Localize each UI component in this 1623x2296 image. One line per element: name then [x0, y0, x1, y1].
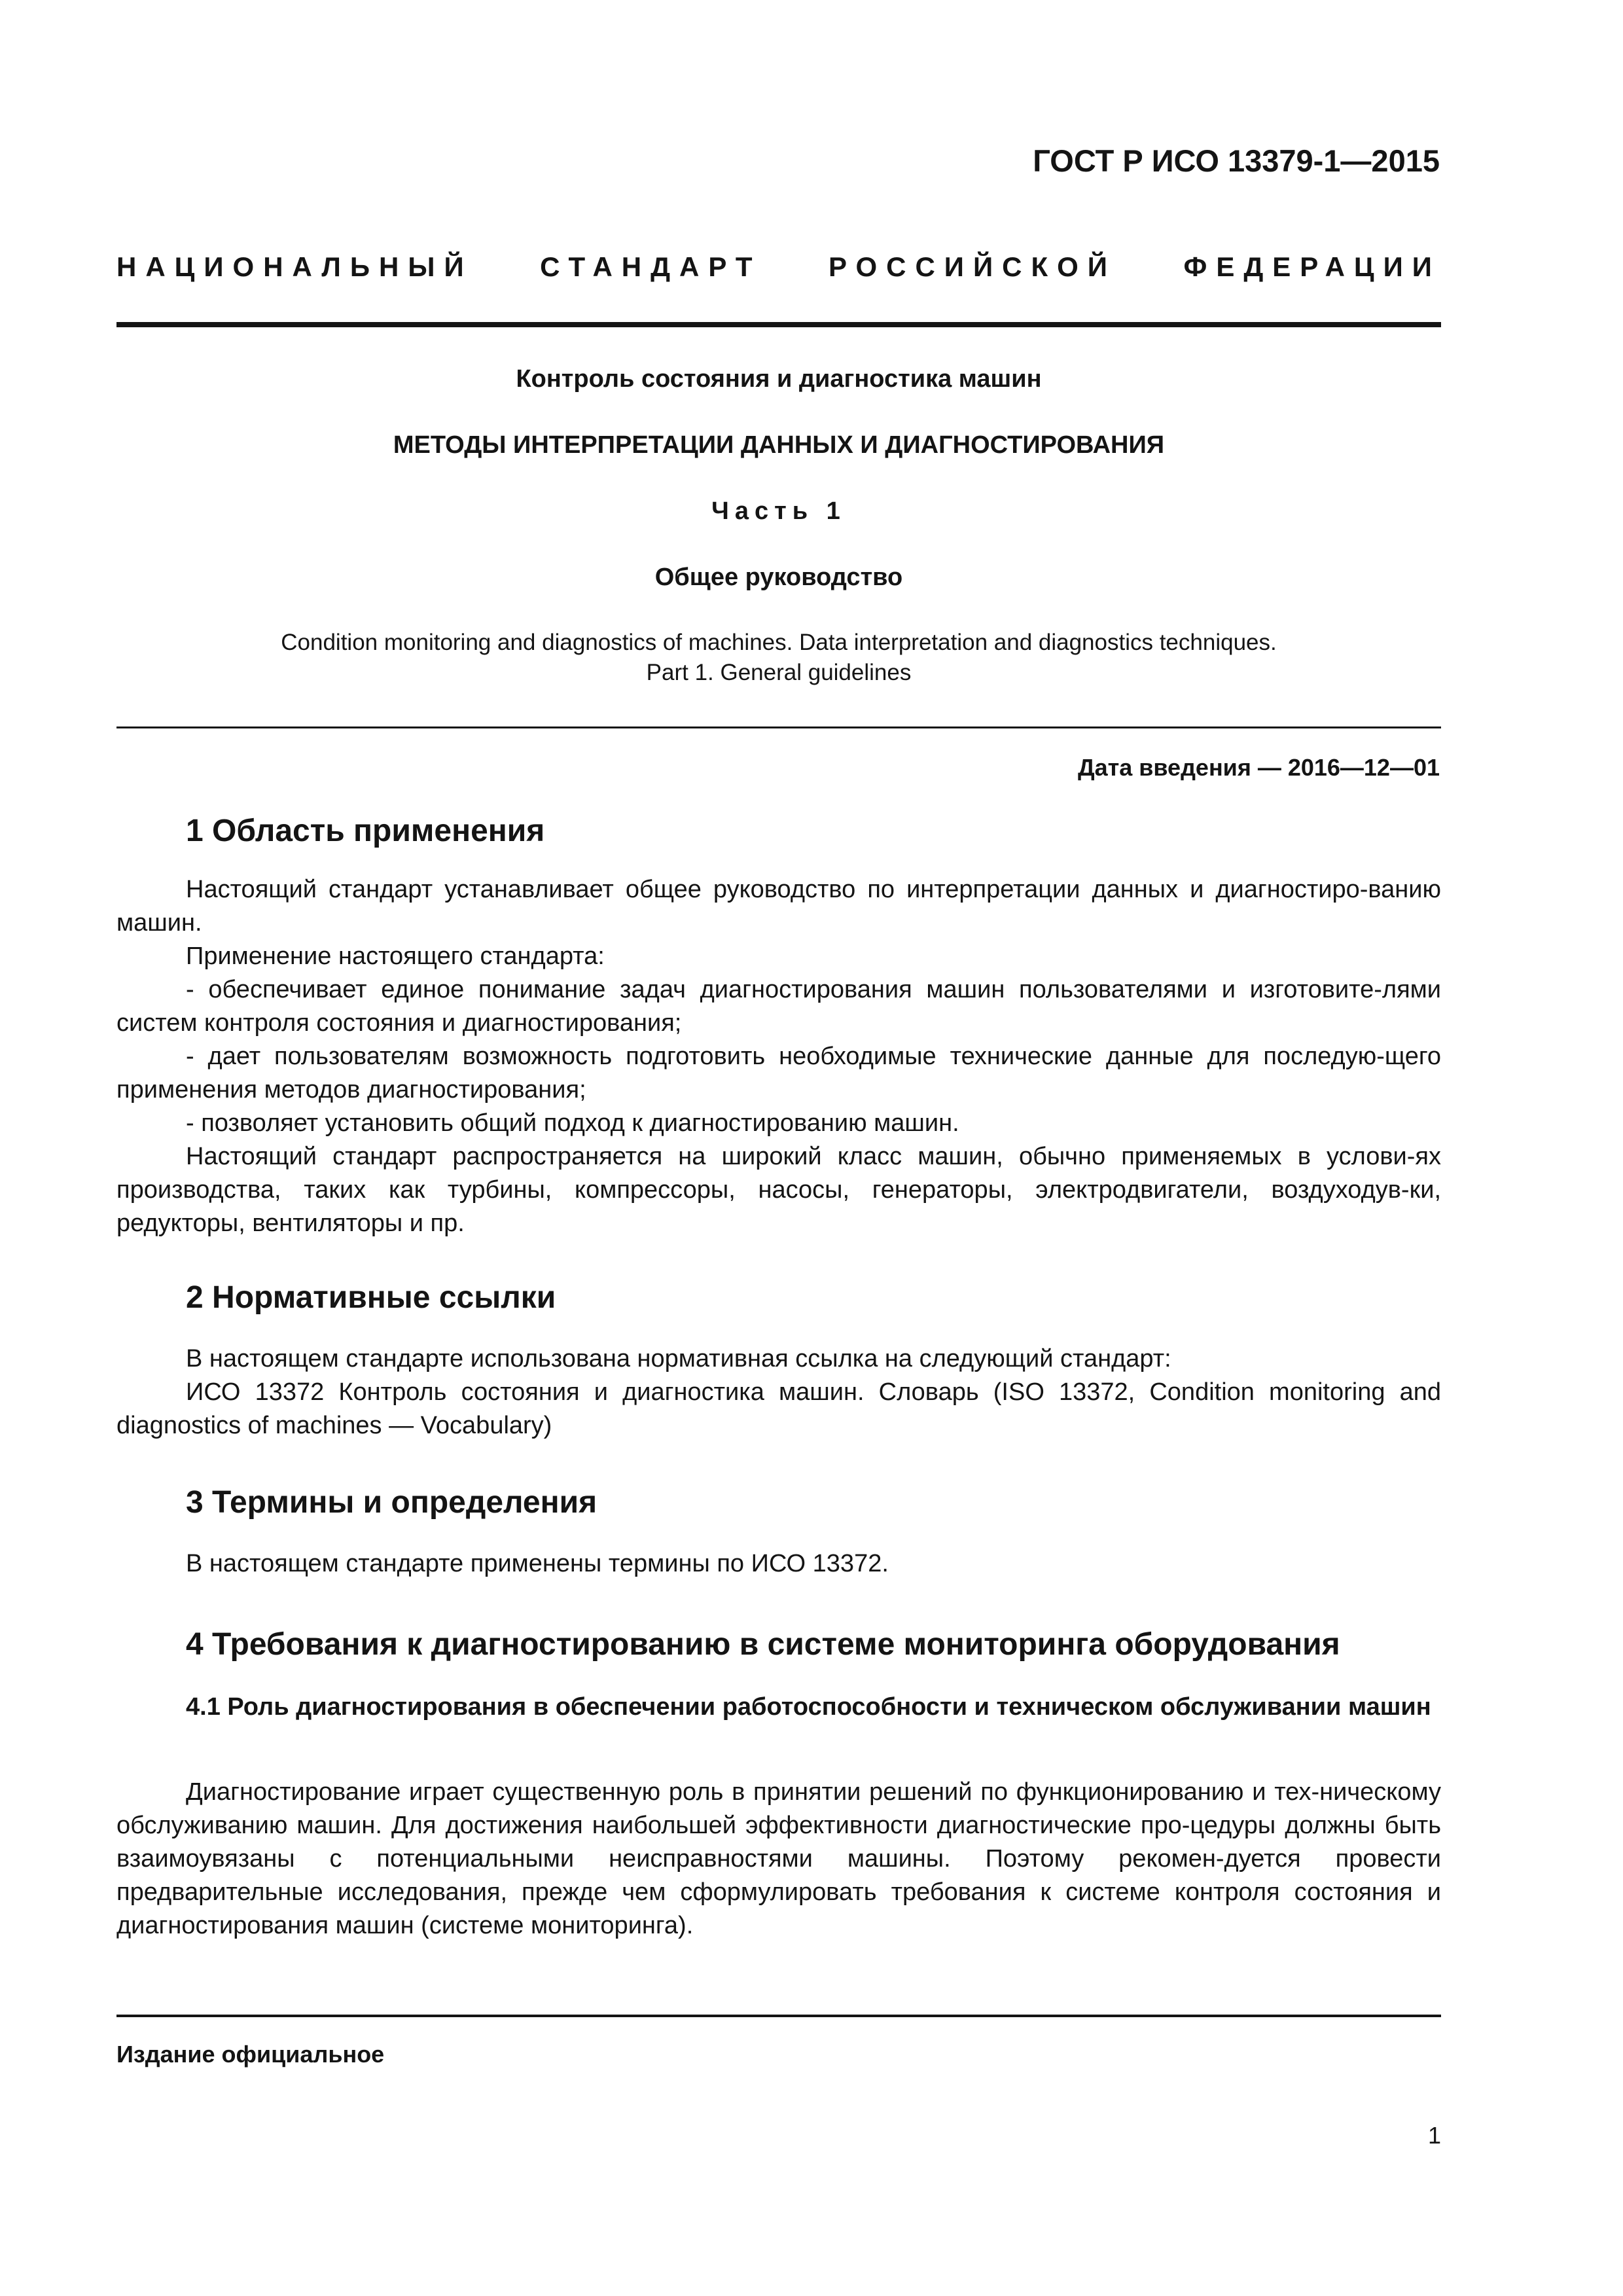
- part-title: Общее руководство: [654, 564, 903, 591]
- part-label: Часть 1: [711, 497, 846, 525]
- english-title-line-2: Part 1. General guidelines: [646, 660, 912, 685]
- section-1-paragraph-1: Настоящий стандарт устанавливает общее руководство по интерпретации данных и диагностиро-ванию машин.: [116, 876, 1441, 937]
- section-2-paragraph-2: ИСО 13372 Контроль состояния и диагностика машин. Словарь (ISO 13372, Condition monitoring and diagnostics of machines — Vocabulary): [116, 1378, 1441, 1439]
- section-1-heading: 1 Область применения: [186, 814, 545, 848]
- section-3-heading: 3 Термины и определения: [186, 1485, 597, 1520]
- section-1-paragraph-4: - дает пользователям возможность подготовить необходимые технические данные для последую-щего применения методов диагностирования;: [116, 1043, 1441, 1103]
- standard-subtitle: МЕТОДЫ ИНТЕРПРЕТАЦИИ ДАННЫХ И ДИАГНОСТИРОВАНИЯ: [393, 431, 1165, 459]
- section-1-paragraph-5: - позволяет установить общий подход к диагностированию машин.: [186, 1109, 959, 1137]
- section-1-paragraph-2: Применение настоящего стандарта:: [186, 942, 605, 970]
- section-1-paragraph-6: Настоящий стандарт распространяется на широкий класс машин, обычно применяемых в услови-ях производства, таких как турбины, компрессоры, насосы, генераторы, электродвигатели, воздуходув-ки, редукторы, вентиляторы и пр.: [116, 1143, 1441, 1237]
- section-1-paragraph-3: - обеспечивает единое понимание задач диагностирования машин пользователями и изготовите-лями систем контроля состояния и диагностирования;: [116, 976, 1441, 1037]
- page-number: 1: [1427, 2122, 1441, 2149]
- section-2-heading: 2 Нормативные ссылки: [186, 1280, 556, 1315]
- header-divider: [116, 322, 1441, 327]
- section-4-1-heading: 4.1 Роль диагностирования в обеспечении работоспособности и техническом обслуживании машин: [186, 1693, 1431, 1721]
- document-code: ГОСТ Р ИСО 13379-1—2015: [1033, 143, 1440, 178]
- english-title-line-1: Condition monitoring and diagnostics of machines. Data interpretation and diagnostics techniques.: [281, 630, 1277, 655]
- title-divider: [116, 726, 1441, 728]
- official-edition-note: Издание официальное: [116, 2041, 385, 2068]
- section-4-1-paragraph-1: Диагностирование играет существенную роль в принятии решений по функционированию и тех-ническому обслуживанию машин. Для достижения наибольшей эффективности диагностические про-цедуры должны быть взаимоувязаны с потенциальными неисправностями машины. Поэтому рекомен-дуется провести предварительные исследования, прежде чем сформулировать требования к системе контроля состояния и диагностирования машин (системе мониторинга).: [116, 1778, 1441, 1939]
- section-3-paragraph-1: В настоящем стандарте применены термины по ИСО 13372.: [186, 1550, 889, 1577]
- footer-divider: [116, 2015, 1441, 2017]
- section-2-paragraph-1: В настоящем стандарте использована нормативная ссылка на следующий стандарт:: [186, 1345, 1171, 1372]
- section-4-heading: 4 Требования к диагностированию в системе мониторинга оборудования: [186, 1627, 1340, 1662]
- standard-title: Контроль состояния и диагностика машин: [516, 365, 1042, 393]
- introduction-date: Дата введения — 2016—12—01: [1077, 754, 1440, 781]
- organization-title: НАЦИОНАЛЬНЫЙ СТАНДАРТ РОССИЙСКОЙ ФЕДЕРАЦИИ: [116, 251, 1441, 282]
